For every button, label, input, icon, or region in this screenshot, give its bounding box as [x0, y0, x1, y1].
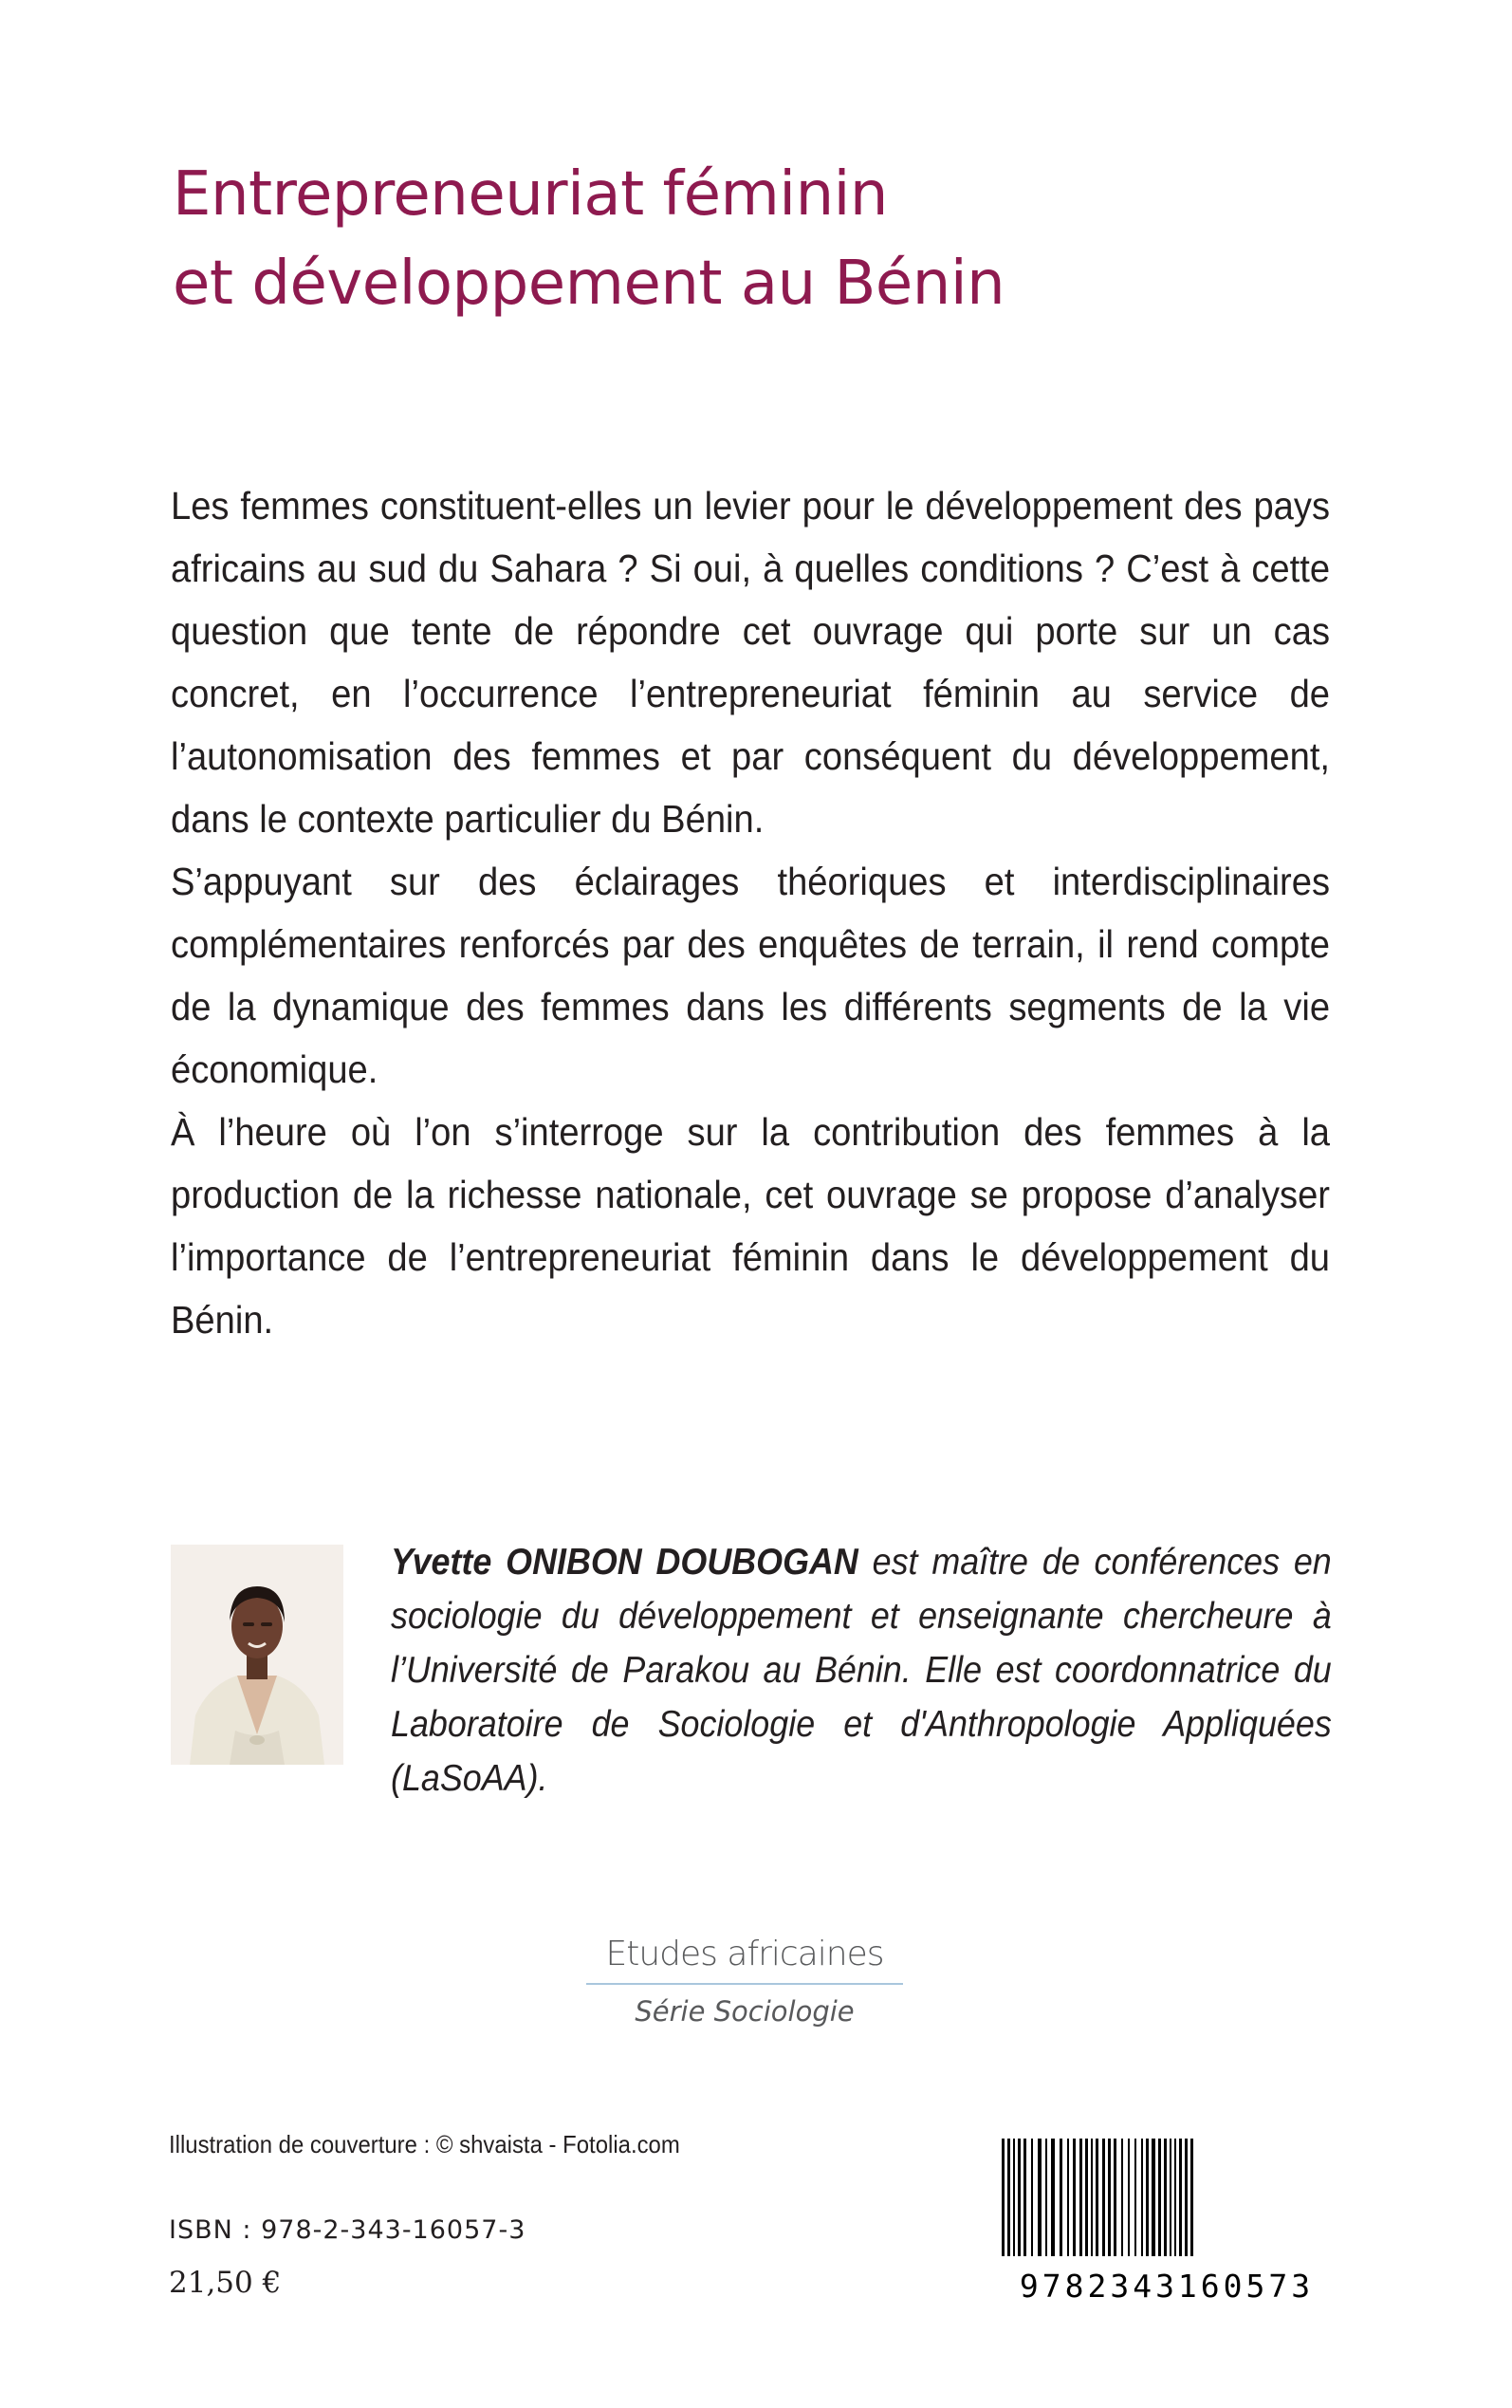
- title-line-1: Entrepreneuriat féminin: [173, 159, 888, 230]
- series-name: Etudes africaines: [605, 1935, 884, 1973]
- barcode-bar: [1091, 2139, 1093, 2256]
- barcode-bar: [1128, 2139, 1130, 2256]
- barcode-bar: [1152, 2139, 1155, 2256]
- barcode-bar: [1067, 2139, 1069, 2256]
- barcode-bar: [1170, 2139, 1171, 2256]
- isbn: ISBN : 978-2-343-16057-3: [169, 2215, 526, 2245]
- barcode-bar: [1158, 2139, 1161, 2256]
- barcode-bar: [1018, 2139, 1021, 2256]
- barcode-bar: [1096, 2139, 1098, 2256]
- barcode-bar: [1013, 2139, 1015, 2256]
- barcode-digits: 9782343160573: [998, 2256, 1336, 2317]
- barcode-bar: [1146, 2139, 1149, 2256]
- author-name: Yvette ONIBON DOUBOGAN: [391, 1542, 858, 1583]
- barcode-bar: [1164, 2139, 1167, 2256]
- author-portrait-image: [171, 1545, 343, 1765]
- series-subtitle: Série Sociologie: [635, 1995, 855, 2028]
- blurb-paragraph-1: Les femmes constituent-elles un levier pour le développement des pays africains au sud du Sahara ? Si oui, à quelles conditions ? C’est à cette question que tente de répondre cet ouvrage qui porte sur un cas concret, en l’occurrence l’entrepreneuriat féminin au service de l’autonomisation des femmes et par conséquent du développement, dans le contexte particulier du Bénin.: [171, 484, 1331, 841]
- barcode-bar: [1114, 2139, 1116, 2256]
- author-bio-text: est maître de conférences en sociologie du développement et enseignante chercheure à l’Université de Parakou au Bénin. Elle est coordonnatrice du Laboratoire de Sociologie et d'Anthropologie Appliquées (LaSoAA).: [391, 1542, 1332, 1799]
- back-cover-blurb: [171, 474, 1330, 1351]
- barcode: [998, 2139, 1336, 2317]
- book-title: [173, 150, 1311, 328]
- barcode-bar: [1038, 2139, 1042, 2256]
- barcode-bar: [1060, 2139, 1062, 2256]
- cover-illustration-credit: Illustration de couverture : © shvaista - Fotolia.com: [169, 2130, 680, 2158]
- barcode-bar: [1079, 2139, 1082, 2256]
- barcode-bar: [1051, 2139, 1055, 2256]
- barcode-bar: [1121, 2139, 1123, 2256]
- price: 21,50 €: [169, 2266, 282, 2300]
- barcode-bar: [1023, 2139, 1026, 2256]
- barcode-bar: [1179, 2139, 1182, 2256]
- barcode-bar: [1174, 2139, 1176, 2256]
- barcode-bar: [1141, 2139, 1143, 2256]
- title-line-2: et développement au Bénin: [173, 249, 1005, 319]
- barcode-bar: [1045, 2139, 1047, 2256]
- author-photo: [171, 1545, 343, 1765]
- blurb-paragraph-3: À l’heure où l’on s’interroge sur la contribution des femmes à la production de la richesse nationale, cet ouvrage se propose d’analyser l’importance de l’entrepreneuriat féminin dans le développement du Bénin.: [171, 1110, 1331, 1342]
- barcode-bar: [1031, 2139, 1033, 2256]
- author-bio: [391, 1535, 1332, 1806]
- blurb-paragraph-2: S’appuyant sur des éclairages théoriques et interdisciplinaires complémentaires renforcés par des enquêtes de terrain, il rend compte de la dynamique des femmes dans les différents segments de la vie économique.: [171, 860, 1331, 1091]
- barcode-bar: [1085, 2139, 1088, 2256]
- series-divider: [586, 1983, 903, 1985]
- barcode-bar: [1073, 2139, 1076, 2256]
- series-logo: [586, 1930, 903, 2030]
- barcode-bar: [1134, 2139, 1136, 2256]
